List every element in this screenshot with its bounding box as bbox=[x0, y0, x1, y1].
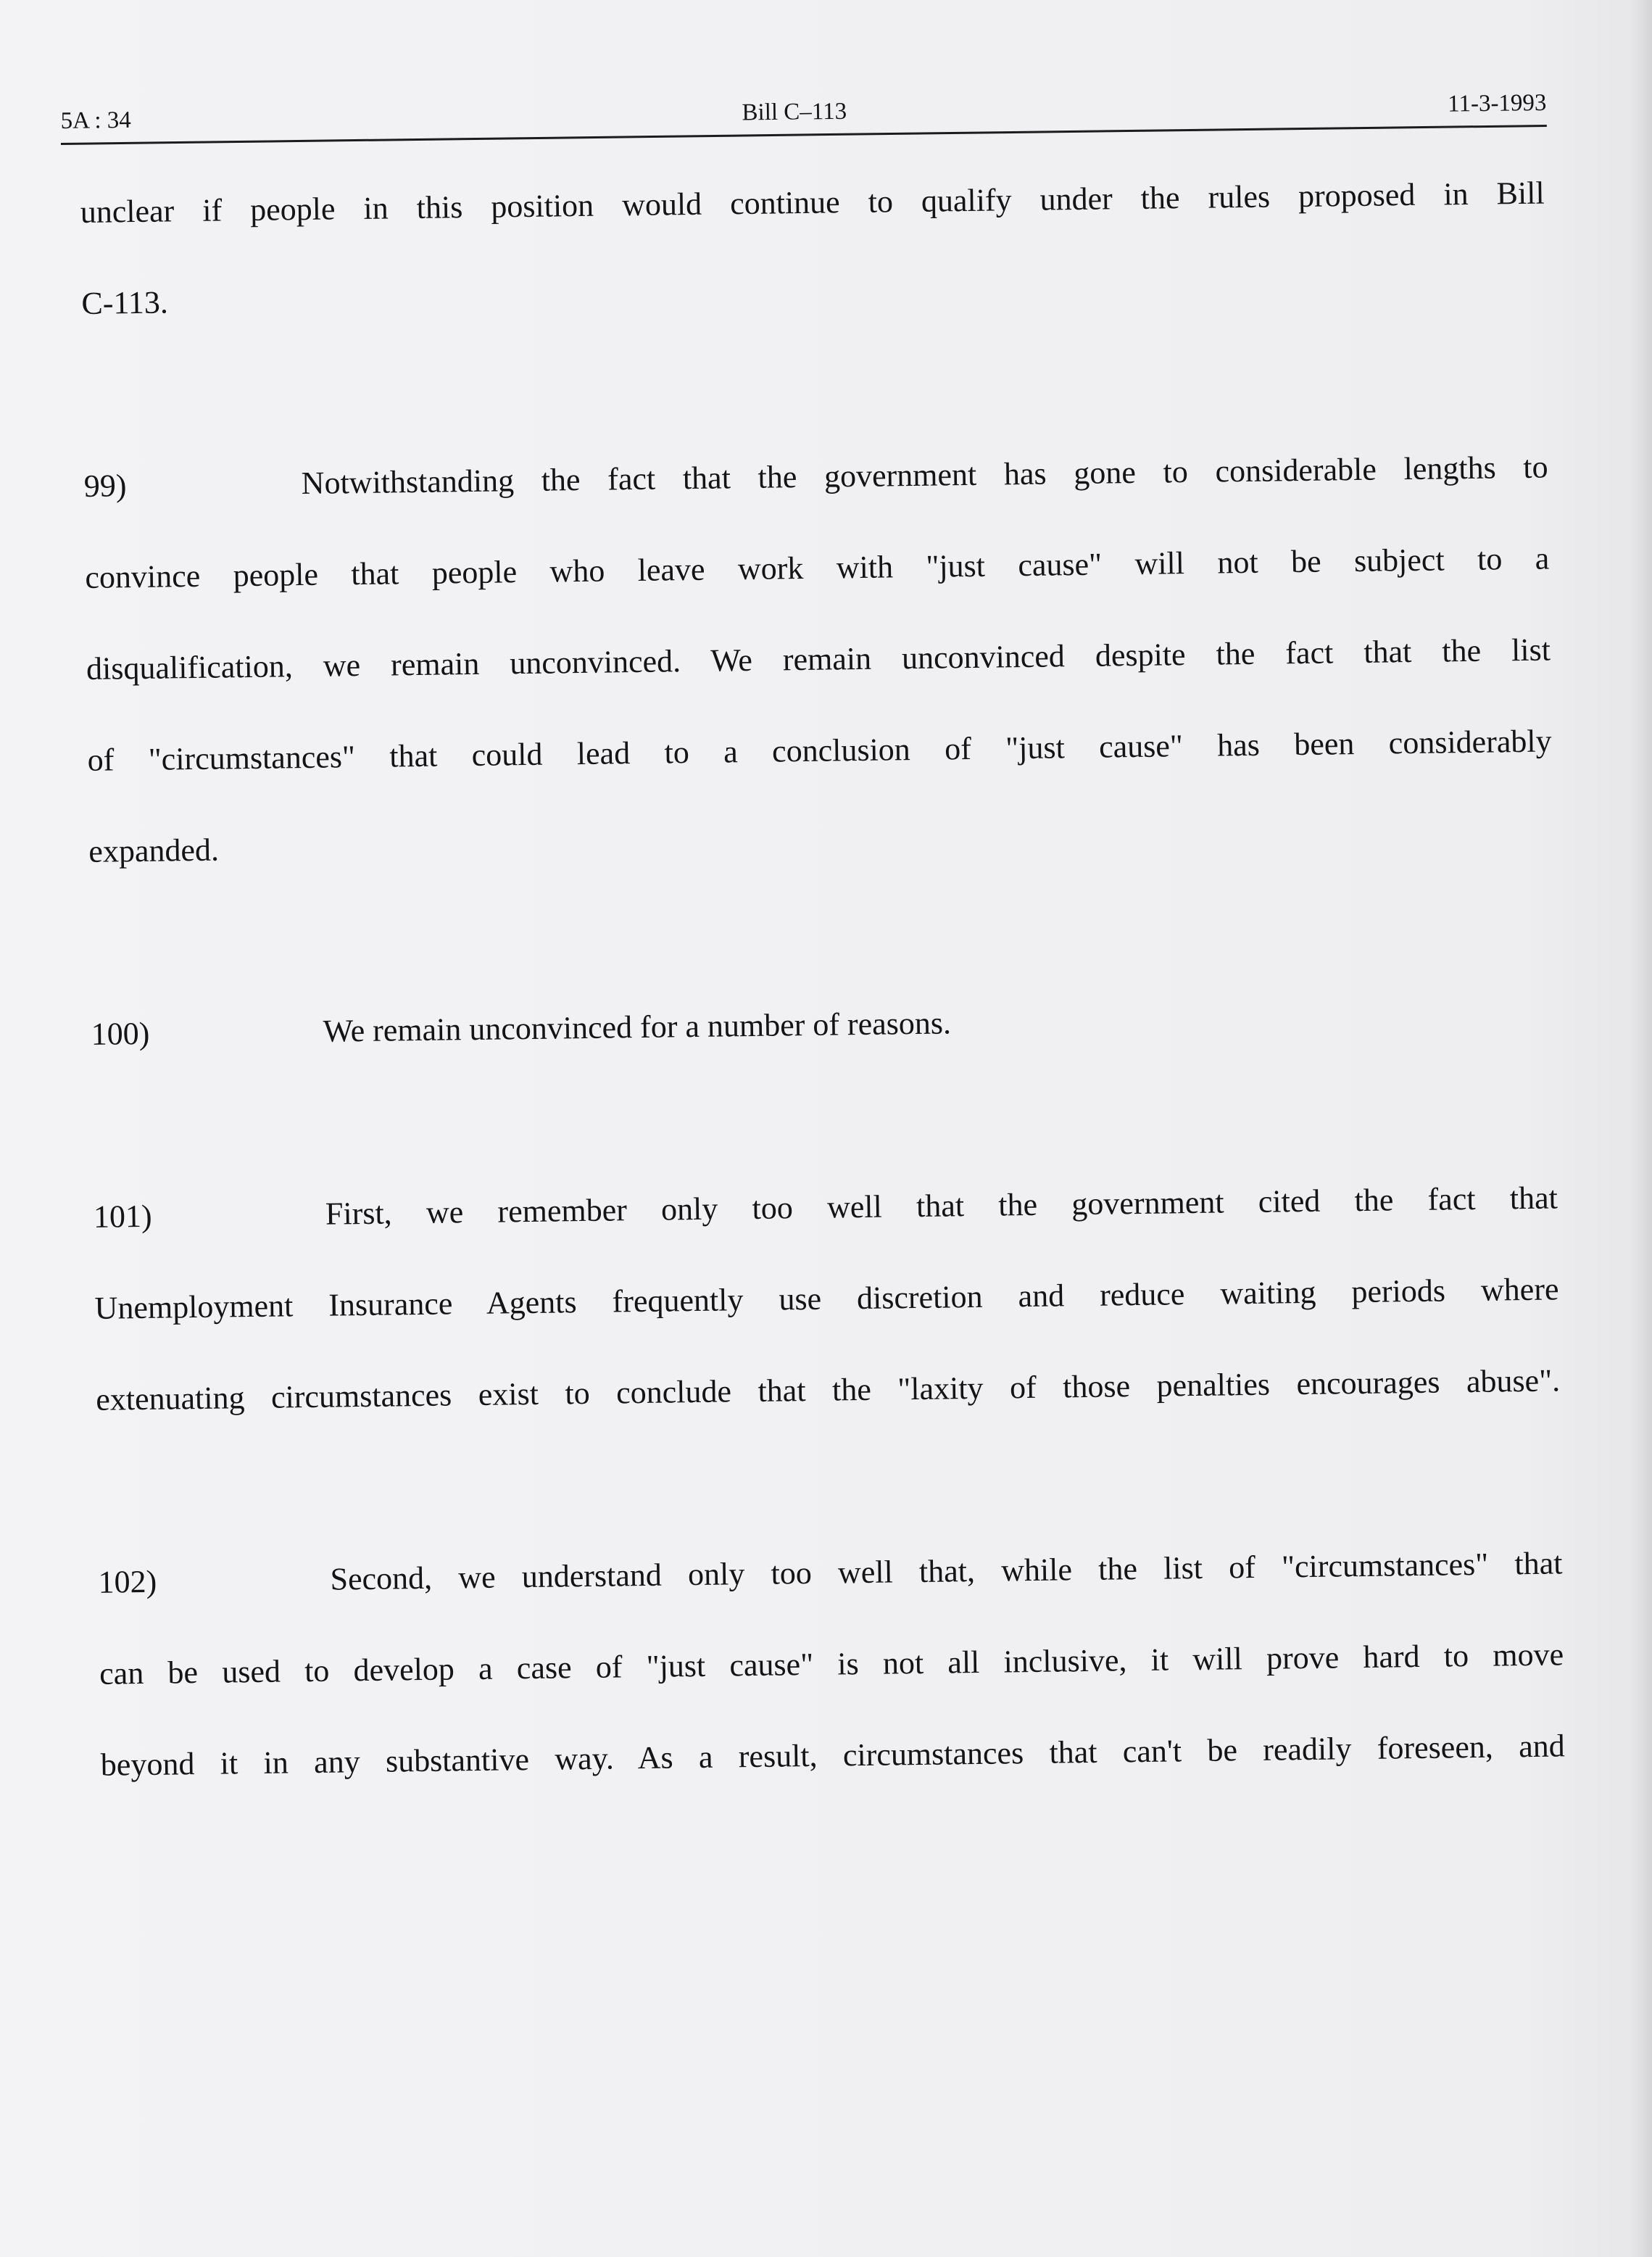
header-bill-title: Bill C–113 bbox=[742, 98, 847, 126]
text-line: disqualification, we remain unconvinced. We remain unconvinced despite the fact that the list bbox=[86, 631, 1551, 687]
text-line: C-113. bbox=[81, 284, 169, 321]
paragraph-continuation bbox=[80, 148, 1546, 349]
header-rule bbox=[61, 125, 1547, 145]
page-edge-shadow bbox=[1630, 0, 1652, 2257]
paragraph-102 bbox=[98, 1517, 1566, 1810]
text-line: We remain unconvinced for a number of reasons. bbox=[323, 1005, 952, 1049]
text-line: Notwithstanding the fact that the government has gone to considerable lengths to bbox=[301, 449, 1548, 502]
header-date: 11-3-1993 bbox=[1447, 89, 1547, 117]
text-line: of "circumstances" that could lead to a conclusion of "just cause" has been considerably bbox=[87, 723, 1552, 778]
paragraph-99 bbox=[83, 422, 1553, 898]
paragraph-number: 102) bbox=[98, 1563, 157, 1600]
text-line: Unemployment Insurance Agents frequently use discretion and reduce waiting periods where bbox=[94, 1271, 1559, 1326]
text-line: expanded. bbox=[88, 832, 220, 869]
text-line: convince people that people who leave work with "just cause" will not be subject to a bbox=[85, 540, 1550, 595]
text-line: unclear if people in this position would continue to qualify under the rules proposed in Bill bbox=[80, 175, 1545, 230]
running-header bbox=[60, 75, 1547, 145]
text-line: beyond it in any substantive way. As a result, circumstances that can't be readily foreseen, and bbox=[100, 1728, 1566, 1783]
text-line: extenuating circumstances exist to conclude that the "laxity of those penalties encourages abuse". bbox=[95, 1362, 1561, 1417]
text-line: Second, we understand only too well that, while the list of "circumstances" that bbox=[330, 1545, 1563, 1597]
paragraph-number: 101) bbox=[93, 1198, 152, 1235]
text-line: can be used to develop a case of "just cause" is not all inclusive, it will prove hard to move bbox=[99, 1636, 1564, 1691]
document-body bbox=[80, 148, 1566, 1811]
paragraph-101 bbox=[93, 1152, 1561, 1445]
paragraph-number: 100) bbox=[91, 1015, 150, 1052]
text-line: First, we remember only too well that the government cited the fact that bbox=[325, 1180, 1558, 1232]
paragraph-number: 99) bbox=[83, 468, 127, 504]
header-page-number: 5A : 34 bbox=[60, 107, 131, 135]
